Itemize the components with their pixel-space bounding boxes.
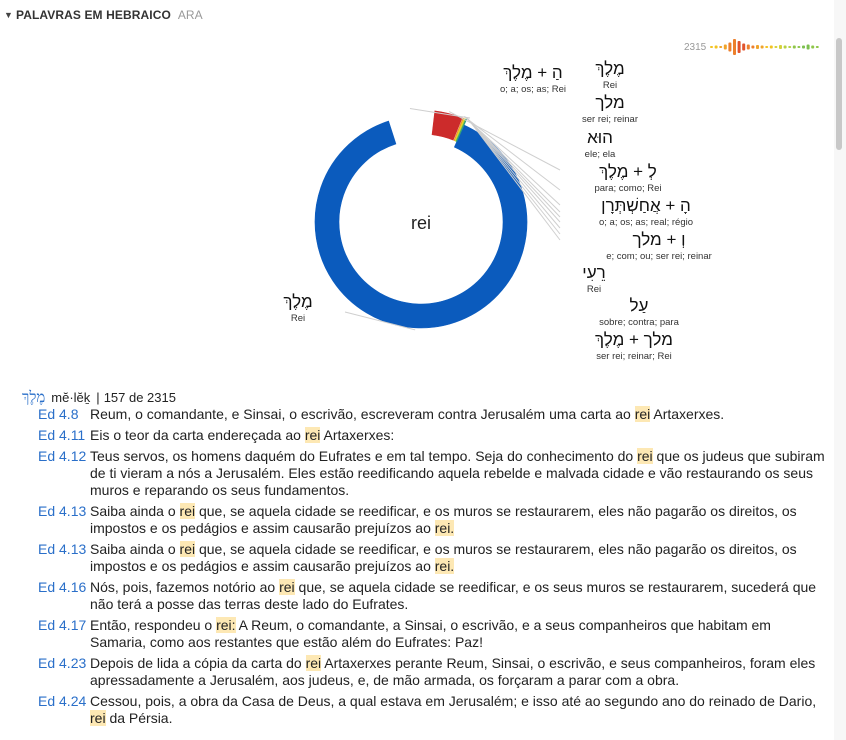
verse-row: [38, 541, 828, 575]
slice-gloss-label: o; a; os; as; Rei: [499, 84, 567, 95]
verse-text-segment: Nós, pois, fazemos notório ao: [90, 579, 280, 595]
highlighted-term[interactable]: rei: [305, 655, 322, 671]
donut-center-label: rei: [410, 213, 432, 233]
slice-gloss-label: Rei: [586, 284, 602, 295]
verse-text-segment: Reum, o comandante, e Sinsai, o escrivão, escreveram contra Jerusalém uma carta ao: [90, 406, 635, 422]
total-count-label: 2315: [684, 42, 707, 53]
slice-gloss-label: ser rei; reinar; Rei: [596, 351, 672, 362]
verse-text-segment: Então, respondeu o: [90, 617, 217, 633]
highlighted-term[interactable]: rei.: [434, 558, 455, 574]
verse-text: [90, 427, 828, 444]
verse-text: [90, 406, 828, 423]
verse-reference-link[interactable]: Ed 4.16: [38, 579, 87, 595]
slice-gloss-label: Rei: [602, 80, 618, 91]
verse-row: [38, 655, 828, 689]
verse-list: [38, 406, 828, 731]
verse-text-segment: Teus servos, os homens daquém do Eufrates e em tal tempo. Seja do conhecimento do: [90, 448, 638, 464]
highlighted-term[interactable]: rei: [90, 710, 106, 726]
verse-text-segment: que, se aquela cidade se reedificar, e os muros se restaurarem, eles não pagarão os direitos, os impostos e os pedágios e assim causarão prejuízos ao: [90, 503, 797, 536]
verse-row: [38, 693, 828, 727]
highlighted-term[interactable]: rei:: [216, 617, 236, 633]
version-label[interactable]: ARA: [177, 8, 203, 22]
verse-text-segment: Saiba ainda o: [90, 503, 180, 519]
slice-hebrew-label[interactable]: הַ + מֶלֶךְ: [503, 63, 563, 82]
verse-text-segment: que, se aquela cidade se reedificar, e os seus muros se restaurarem, sucederá que não terá a posse das terras deste lado do Eufrates.: [90, 579, 817, 612]
highlighted-term[interactable]: rei: [279, 579, 295, 595]
verse-reference-link[interactable]: Ed 4.23: [38, 655, 87, 671]
entry-header: [22, 388, 176, 407]
slice-hebrew-label[interactable]: וְ + מלך: [632, 230, 686, 249]
entry-count: 157 de 2315: [103, 390, 176, 405]
highlighted-term[interactable]: rei: [179, 503, 196, 519]
highlighted-term[interactable]: rei: [637, 448, 653, 464]
verse-row: [38, 617, 828, 651]
section-title: PALAVRAS EM HEBRAICO: [16, 8, 171, 22]
verse-row: [38, 448, 828, 499]
entry-separator: |: [96, 390, 100, 405]
verse-text: [90, 503, 828, 537]
highlighted-term[interactable]: rei: [304, 427, 321, 443]
slice-gloss-label: o; a; os; as; real; régio: [599, 217, 693, 228]
slice-gloss-label: sobre; contra; para: [599, 317, 679, 328]
verse-row: [38, 503, 828, 537]
verse-text-segment: que, se aquela cidade se reedificar, e os muros se restaurarem, eles não pagarão os direitos, os impostos e os pedágios e assim causarão prejuízos ao: [90, 541, 797, 574]
verse-text-segment: Artaxerxes.: [650, 406, 725, 422]
verse-text-segment: que os judeus que subiram de ti vieram a nós a Jerusalém. Eles estão reedificando aquela rebelde e malvada cidade e vão restaurando os seus muros e reparando os seus fundamentos.: [90, 448, 825, 498]
verse-text-segment: A Reum, o comandante, a Sinsai, o escrivão, e a seus companheiros que habitam em Samaria, como aos restantes que estão além do Eufrates: Paz!: [90, 617, 771, 650]
entry-transliteration: mĕ·lĕḵ: [51, 390, 91, 405]
slice-gloss-label: ser rei; reinar: [582, 114, 638, 125]
slice-hebrew-label[interactable]: רֵעִי: [582, 263, 606, 282]
verse-text-segment: Depois de lida a cópia da carta do: [90, 655, 306, 671]
verse-reference-link[interactable]: Ed 4.12: [38, 448, 87, 464]
slice-hebrew-label[interactable]: הוּא: [587, 128, 613, 147]
verse-row: [38, 579, 828, 613]
slice-hebrew-label[interactable]: מֶלֶךְ: [595, 59, 625, 78]
verse-text: [90, 579, 828, 613]
verse-text: [90, 693, 828, 727]
verse-row: [38, 406, 828, 423]
highlighted-term[interactable]: rei.: [434, 520, 455, 536]
verse-reference-link[interactable]: Ed 4.24: [38, 693, 87, 709]
highlighted-term[interactable]: rei: [634, 406, 651, 422]
verse-reference-link[interactable]: Ed 4.17: [38, 617, 87, 633]
collapse-caret-icon[interactable]: ▼: [4, 10, 13, 20]
highlighted-term[interactable]: rei: [179, 541, 196, 557]
slice-gloss-label: para; como; Rei: [594, 183, 662, 194]
verse-text-segment: Artaxerxes perante Reum, Sinsai, o escrivão, e seus companheiros, foram eles apressadamente a Jerusalém, aos judeus, e, de mão armada, os forçaram a parar com a obra.: [90, 655, 816, 688]
slice-hebrew-label[interactable]: לְ + מֶלֶךְ: [599, 162, 657, 181]
verse-text-segment: Saiba ainda o: [90, 541, 180, 557]
verse-text: [90, 617, 828, 651]
verse-text-segment: da Pérsia.: [105, 710, 173, 726]
verse-text: [90, 655, 828, 689]
verse-text-segment: Artaxerxes:: [320, 427, 395, 443]
verse-reference-link[interactable]: Ed 4.8: [38, 406, 79, 422]
verse-text-segment: Eis o teor da carta endereçada ao: [90, 427, 305, 443]
slice-hebrew-label[interactable]: מלך: [595, 93, 625, 112]
verse-text: [90, 541, 828, 575]
verse-text-segment: Cessou, pois, a obra da Casa de Deus, a qual estava em Jerusalém; e isso até ao segundo ano do reinado de Dario,: [90, 693, 817, 709]
verse-reference-link[interactable]: Ed 4.11: [38, 427, 86, 443]
verse-reference-link[interactable]: Ed 4.13: [38, 503, 87, 519]
verse-reference-link[interactable]: Ed 4.13: [38, 541, 87, 557]
slice-hebrew-label[interactable]: עַל: [629, 296, 649, 315]
slice-gloss-label: ele; ela: [584, 149, 616, 160]
donut-slice[interactable]: [388, 110, 433, 138]
verse-text: [90, 448, 828, 499]
slice-gloss-label: e; com; ou; ser rei; reinar: [606, 251, 712, 262]
slice-hebrew-label[interactable]: מלך + מֶלֶךְ: [595, 330, 673, 349]
slice-hebrew-label[interactable]: הָ + אֲחַשְׁתְּרָן: [601, 196, 691, 215]
slice-gloss-label: Rei: [290, 313, 306, 324]
entry-headword[interactable]: מֶלֶךְ: [22, 388, 46, 406]
verse-row: [38, 427, 828, 444]
slice-hebrew-label[interactable]: מֶלֶךְ: [283, 292, 313, 311]
